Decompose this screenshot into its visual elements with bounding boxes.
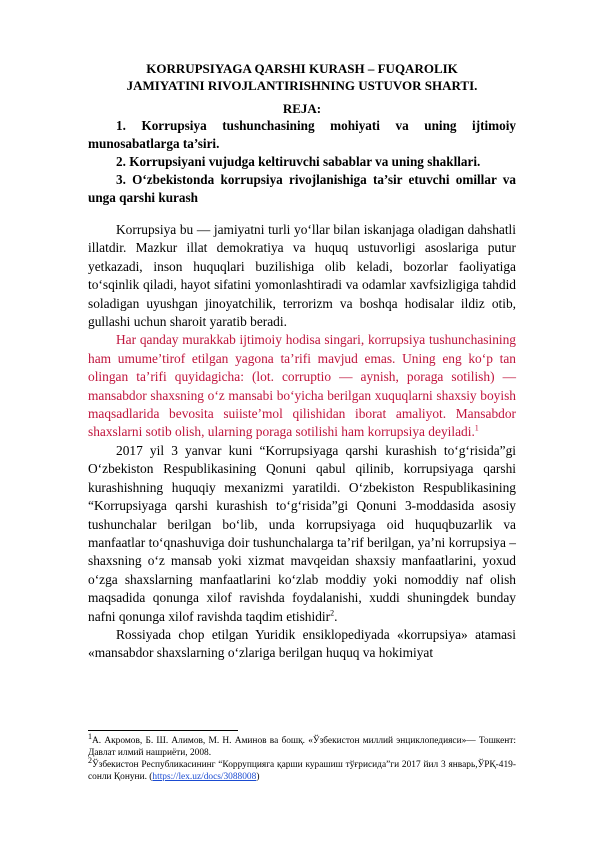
paragraph-2-text: Har qanday murakkab ijtimoiy hodisa singari, korrupsiya tushunchasining ham umume’tirof etilgan yagona ta’rifi mavjud emas. Uning eng ko‘p tan olingan ta’rifi quyidagicha: (lot. corruptio — aynish, poraga sotilish) — mansabdor shaxsning o‘z mansabi bo‘yicha berilgan xuquqlarni shaxsiy boyish maqsadlarida bevosita suiiste’mol qilishidan iborat amaliyot. Mansabdor shaxslarni sotib olish, ularning poraga sotilishi ham korrupsiya deyiladi. <box>88 332 516 440</box>
footnote-1-marker: 1 <box>88 731 92 741</box>
plan-item-number: 3. <box>116 172 126 187</box>
footnote-1-text: А. Акромов, Б. Ш. Алимов, М. Н. Аминов ва бошқ. «Ўзбекистон миллий энциклопедияси»— Тошкент: Давлат илмий нашриёти, 2008. <box>88 736 516 758</box>
footnote-2 <box>88 755 516 783</box>
paragraph-3-end: . <box>334 608 338 624</box>
paragraph-2-definition <box>88 331 516 441</box>
plan-item-text: O‘zbekistonda korrupsiya rivojlanishiga ta’sir etuvchi omillar va unga qarshi kurash <box>88 172 516 205</box>
paragraph-3 <box>88 442 516 626</box>
plan-item-text: Korrupsiyani vujudga keltiruvchi sabablar va uning shakllari. <box>129 154 481 169</box>
plan-item-number: 2. <box>116 154 126 169</box>
plan-item-number: 1. <box>116 118 126 133</box>
document-title <box>88 60 516 94</box>
plan-heading: REJA: <box>282 101 322 116</box>
paragraph-3-text: 2017 yil 3 yanvar kuni “Korrupsiyaga qarshi kurashish to‘g‘risida”gi O‘zbekiston Respublikasining Qonuni qabul qilinib, korrupsiyaga qarshi kurashishning huquqiy mexanizmi yaratildi. O‘zbekiston Respublikasining “Korrupsiyaga qarshi kurashish to‘g‘risida”gi Qonuni 3-moddasida asosiy tushunchalar berilgan bo‘lib, unda korrupsiyaga oid huquqbuzarlik va manfaatlar to‘qnashuviga doir tushunchalarga ta’rif berilgan, ya’ni korrupsiya – shaxsning o‘z mansab yoki xizmat mavqeidan shaxsiy manfaatlarini, yoxud o‘zga shaxslarning manfaatlarini ko‘zlab moddiy yoki nomoddiy naf olish maqsadida qonunga xilof ravishda foydalanishi, xuddi shuningdek bunday nafni qonunga xilof ravishda taqdim etishidir <box>88 442 516 624</box>
footnote-ref-2[interactable]: 2 <box>330 608 335 618</box>
plan-item-text: Korrupsiya tushunchasining mohiyati va uning ijtimoiy munosabatlarga ta’siri. <box>88 118 517 151</box>
spacer <box>88 207 516 221</box>
paragraph-4: Rossiyada chop etilgan Yuridik ensiklopediyada «korrupsiya» atamasi «mansabdor shaxslarning o‘zlariga berilgan huquq va hokimiyat <box>88 626 516 661</box>
paragraph-1: Korrupsiya bu — jamiyatni turli yo‘llar bilan iskanjaga oladigan dahshatli illatdir. Mazkur illat demokratiya va huquq ustuvorligi asoslariga putur yetkazadi, inson huquqlari buzilishiga olib keladi, bozorlar faoliyatiga to‘sqinlik qiladi, hayot sifatini yomonlashtiradi va odamlar xavfsizligiga tahdid soladigan uyushgan jinoyatchilik, terrorizm va boshqa hodisalar ildiz otib, gullashi uchun sharoit yaratib beradi. <box>88 222 516 330</box>
footnote-2-marker: 2 <box>88 755 92 765</box>
footnote-divider <box>88 730 238 731</box>
footnote-1 <box>88 731 516 759</box>
footnote-2-end: ) <box>256 772 260 782</box>
plan-item-1 <box>88 117 516 153</box>
footnote-2-link[interactable]: https://lex.uz/docs/3088008 <box>152 772 257 782</box>
plan-item-2 <box>88 153 516 171</box>
plan-item-3 <box>88 171 516 207</box>
title-line-1: KORRUPSIYAGA QARSHI KURASH – FUQAROLIK <box>146 61 458 76</box>
footnote-ref-1[interactable]: 1 <box>474 424 479 433</box>
footnotes <box>88 730 516 783</box>
title-line-2: JAMIYATINI RIVOJLANTIRISHNING USTUVOR SHARTI. <box>126 78 478 93</box>
footnote-2-text: Ўзбекистон Республикасининг “Коррупцияга қарши курашиш тўғрисида”ги 2017 йил 3 январь,ЎРҚ-419-сонли Қонуни. ( <box>88 760 516 782</box>
document-content <box>88 60 516 663</box>
